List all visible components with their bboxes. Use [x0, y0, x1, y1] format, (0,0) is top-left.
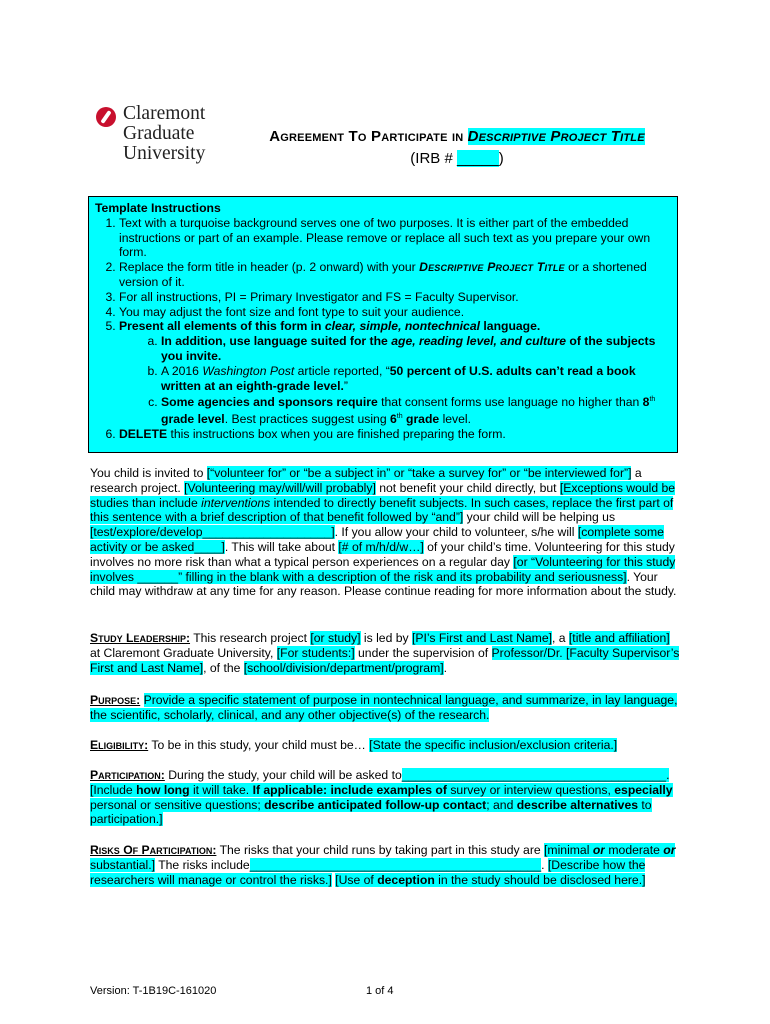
cgu-flame-icon: [96, 107, 116, 127]
intro-paragraph: You child is invited to [“volunteer for” or “be a subject in” or “take a survey for” or “be interviewed for”] a research project. [Volunteering may/will/will probably] not benefit your child directly, but [Exceptions would be studies than include interventions intended to directly benefit subjects. In such cases, replace the first part of this sentence with a brief description of that benefit followed by “and”] your child will be helping us [test/explore/develop___________________]. If you allow your child to volunteer, s/he will [complete some activity or be asked____]. This will take about [# of m/h/d/w…] of your child’s time. Volunteering for this study involves no more risk than what a typical person experiences on a regular day [or “Volunteering for this study involves ______” filling in the blank with a description of the risk and its probability and seriousness]. Your child may withdraw at any time for any reason. Please continue reading for more information about the study.: [90, 466, 677, 599]
instruction-item: 6. DELETE this instructions box when you are finished preparing the form.: [119, 427, 671, 442]
template-instructions-box: [88, 196, 678, 453]
participation-section: Participation: During the study, your child will be asked to_______________________________________. [Include how long it will take. If applicable: include examples of survey or interview questions, especially personal or sensitive questions; describe anticipated follow-up contact; and describe alternatives to participation.]: [90, 768, 673, 827]
instruction-subitem: c. Some agencies and sponsors require that consent forms use language no higher than 8th grade level. Best practices suggest using 6th grade level.: [161, 393, 671, 427]
study-leadership-section: Study Leadership: This research project [or study] is led by [PI’s First and Last Name], a [title and affiliation] at Claremont Graduate University, [For students:] under the supervision of Professor/Dr. [Faculty Supervisor’s First and Last Name], of the [school/division/department/program].: [90, 631, 680, 675]
instruction-item: 5. Present all elements of this form in clear, simple, nontechnical language. a. In addition, use language suited for the age, reading level, and culture of the subjects you invite. b. A 2016 Washington Post article reported, “50 percent of U.S. adults can’t read a book written at an eighth-grade level.” c. Some agencies and sponsors require that consent forms use language no higher than 8th grade level. Best practices suggest using 6th grade level.: [119, 319, 671, 427]
risks-section: Risks Of Participation: The risks that your child runs by taking part in this study are [minimal or moderate or substantial.] The risks include___________________________________________. [Describe how the researchers will manage or control the risks.] [Use of deception in the study should be disclosed here.]: [90, 843, 676, 887]
logo-wordmark: Claremont Graduate University: [123, 103, 206, 164]
cgu-logo: [96, 104, 226, 174]
instruction-subitem: b. A 2016 Washington Post article reported, “50 percent of U.S. adults can’t read a book written at an eighth-grade level.”: [161, 364, 671, 394]
instruction-item: 3. For all instructions, PI = Primary Investigator and FS = Faculty Supervisor.: [119, 290, 671, 305]
purpose-section: Purpose: Provide a specific statement of purpose in nontechnical language, and summarize, in lay language, the scientific, scholarly, clinical, and any other objective(s) of the research.: [90, 693, 678, 722]
version-label: Version: T-1B19C-161020: [90, 985, 217, 997]
instruction-item: 1. Text with a turquoise background serves one of two purposes. It is either part of the embedded instructions or part of an example. Please remove or replace all such text as you prepare your own form.: [119, 216, 671, 260]
page-number: 1 of 4: [366, 985, 394, 997]
instruction-subitem: a. In addition, use language suited for the age, reading level, and culture of the subjects you invite.: [161, 334, 671, 364]
instruction-item: 2. Replace the form title in header (p. 2 onward) with your Descriptive Project Title or a shortened version of it.: [119, 260, 671, 290]
instructions-heading: Template Instructions: [95, 201, 221, 215]
page-title: Agreement To Participate in Descriptive Project Title (IRB # _____): [269, 128, 645, 167]
eligibility-section: Eligibility: To be in this study, your child must be… [State the specific inclusion/exclusion criteria.]: [90, 738, 618, 752]
instruction-item: 4. You may adjust the font size and font type to suit your audience.: [119, 305, 671, 320]
